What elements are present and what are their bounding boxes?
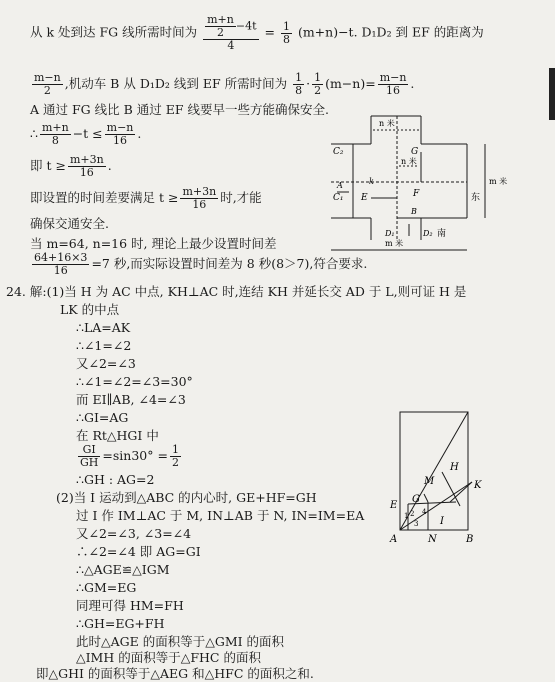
- label-h: H: [450, 462, 459, 473]
- label-a: A: [337, 181, 343, 190]
- proof-line-6: ∴GI=AG: [76, 410, 129, 425]
- part2-line-4: ∴△AGE≌△IGM: [76, 562, 170, 577]
- problem-24-heading: 24. 解:(1)当 H 为 AC 中点, KH⊥AC 时,连结 KH 并延长交 AD 于 L,则可证 H 是: [6, 284, 467, 299]
- angle-2: 2: [410, 510, 415, 518]
- part2-line-5: ∴GM=EG: [76, 580, 137, 595]
- proof-line-8: $\frac{GI}{GH}$ =sin30° = $\frac{1}{2}$: [80, 443, 179, 469]
- label-g: G: [411, 147, 419, 157]
- label-e: E: [361, 193, 368, 203]
- page-edge-mark: [549, 68, 555, 120]
- label-m-mi: m 米: [385, 239, 404, 248]
- proof-line-2: ∴∠1=∠2: [76, 338, 132, 353]
- text-line-3: A 通过 FG 线比 B 通过 EF 线要早一些方能确保安全.: [30, 102, 329, 117]
- label-k: K: [474, 480, 482, 491]
- angle-3: 3: [414, 520, 419, 528]
- line-ak: [400, 482, 472, 530]
- part2-line-6: 同理可得 HM=FH: [76, 598, 184, 613]
- label-n-mi: n 米: [379, 119, 395, 128]
- fraction: $\frac{1}{2}$: [171, 443, 179, 469]
- label-b: B: [466, 534, 474, 545]
- line-im: [424, 494, 428, 502]
- label-n-mi: n 米: [401, 157, 417, 166]
- text-line-6: 即设置的时间差要满足 t ≥ $\frac{m+3n}{16}$ 时,才能: [30, 185, 262, 211]
- part2-line-0: (2)当 I 运动到△ABC 的内心时, GE+HF=GH: [56, 490, 317, 505]
- text-line-5: 即 t ≥ $\frac{m+3n}{16}$ .: [30, 153, 112, 179]
- label-a: A: [390, 534, 398, 545]
- label-m-mi: m 米: [489, 177, 508, 186]
- fraction: $\frac{m+3n}{16}$: [69, 153, 104, 179]
- fraction: $\frac{1}{2}$: [314, 71, 322, 97]
- fraction: $\frac{1}{8}$: [282, 19, 290, 46]
- proof-line-7: 在 Rt△HGI 中: [76, 428, 159, 443]
- angle-4: 4: [422, 508, 427, 516]
- label-d2: D₂: [423, 229, 433, 238]
- angle-1: 1: [404, 512, 409, 520]
- proof-line-5: 而 EI∥AB, ∠4=∠3: [76, 392, 186, 407]
- label-d1: D₁: [385, 229, 395, 238]
- text-line-7: 确保交通安全.: [30, 216, 109, 231]
- fraction: $\frac{m+3n}{16}$: [182, 185, 217, 211]
- text-line-4: ∴ $\frac{m+n}{8}$ −t ≤ $\frac{m-n}{16}$ .: [30, 121, 142, 147]
- part2-line-7: ∴GH=EG+FH: [76, 616, 165, 631]
- fraction: $\frac{m-n}{2}$: [34, 71, 61, 97]
- label-i: I: [440, 516, 444, 527]
- proof-line-1: ∴LA=AK: [76, 320, 131, 335]
- label-n: N: [428, 534, 437, 545]
- proof-line-4: ∴∠1=∠2=∠3=30°: [76, 374, 193, 389]
- intersection-diagram: [325, 112, 508, 264]
- line-ki: [450, 482, 472, 502]
- label-c2: C₂: [333, 147, 344, 157]
- label-g: G: [412, 494, 420, 505]
- label-b: B: [411, 207, 417, 216]
- label-c1: C₁: [333, 193, 344, 203]
- text-line-8: 当 m=64, n=16 时, 理论上最少设置时间差: [30, 236, 277, 251]
- fraction: $\frac{1}{8}$: [295, 71, 303, 97]
- part2-line-1: 过 I 作 IM⊥AC 于 M, IN⊥AB 于 N, IN=IM=EA: [76, 508, 365, 523]
- proof-line-9: ∴GH : AG=2: [76, 472, 155, 487]
- geometry-figure: [380, 406, 500, 546]
- text-line-1: 从 k 处到达 FG 线所需时间为 $\frac{m+n}{2}$ −4t 4 = $\frac{1}{8}$ (m+n)−t. D₁D₂ 到 EF 的距离为: [30, 13, 484, 52]
- part2-line-8: 此时△AGE 的面积等于△GMI 的面积: [76, 634, 285, 649]
- label-k: k: [369, 177, 374, 186]
- part2-line-3: ∴∠2=∠4 即 AG=GI: [76, 544, 201, 559]
- text-line-9: $\frac{64+16\times 3}{16}$ =7 秒,而实际设置时间差为 8 秒(8＞7),符合要求.: [34, 251, 368, 277]
- fraction: $\frac{GI}{GH}$: [80, 443, 99, 469]
- text-line-2: $\frac{m-n}{2}$ ,机动车 B 从 D₁D₂ 线到 EF 所需时间为 $\frac{1}{8}$ · $\frac{1}{2}$ (m−n)= $\frac{m-n}{16}$ .: [34, 71, 415, 97]
- part2-line-9: △IMH 的面积等于△FHC 的面积: [76, 650, 261, 665]
- text: 从 k 处到达 FG 线所需时间为: [30, 24, 198, 40]
- proof-line-3: 又∠2=∠3: [76, 356, 136, 371]
- label-m: M: [424, 476, 435, 487]
- fraction: $\frac{m+n}{2}$ −4t 4: [203, 14, 258, 52]
- fraction: $\frac{m+n}{8}$: [41, 121, 69, 147]
- fraction: $\frac{m-n}{16}$: [379, 71, 407, 97]
- fraction: $\frac{64+16\times 3}{16}$: [34, 251, 88, 277]
- label-f: F: [413, 189, 420, 199]
- part2-line-2: 又∠2=∠3, ∠3=∠4: [76, 526, 192, 541]
- part2-line-10: 即△GHI 的面积等于△AEG 和△HFC 的面积之和.: [36, 666, 314, 681]
- label-e: E: [390, 500, 398, 511]
- label-south: 南: [437, 229, 447, 239]
- label-east: 东: [471, 193, 481, 203]
- text-line-lk: LK 的中点: [60, 302, 120, 317]
- fraction: $\frac{m-n}{16}$: [106, 121, 134, 147]
